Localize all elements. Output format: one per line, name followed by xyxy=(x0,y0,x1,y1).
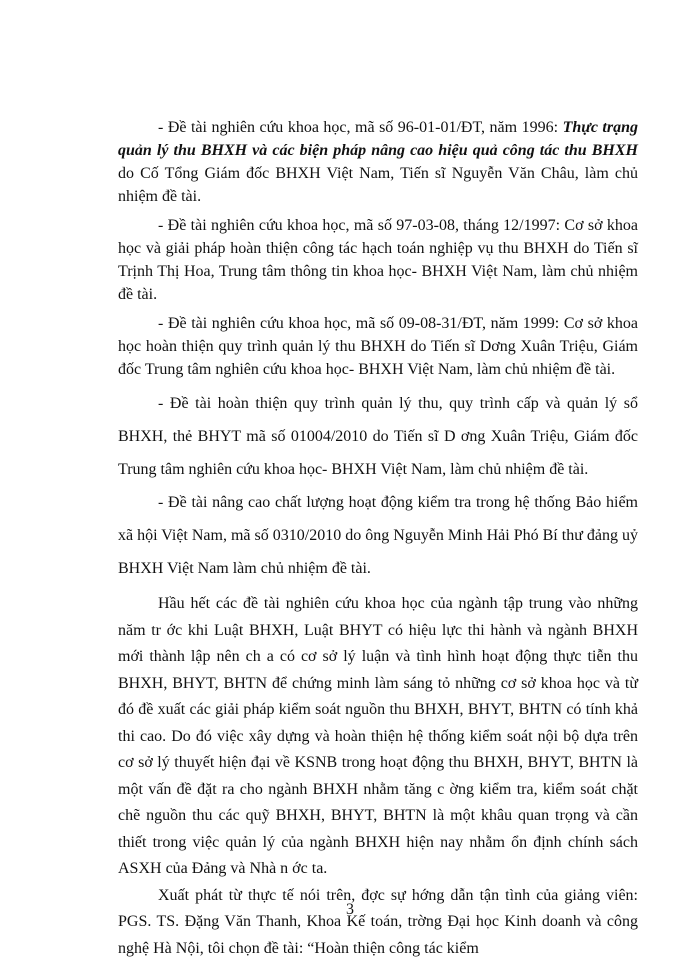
paragraph-3: - Đề tài nghiên cứu khoa học, mã số 09-08-31/ĐT, năm 1999: Cơ sở khoa học hoàn thiện quy trình quản lý thu BHXH do Tiến sĩ Dơng Xuân Triệu, Giám đốc Trung tâm nghiên cứu khoa học- BHXH Việt Nam, làm chủ nhiệm đề tài. xyxy=(118,312,638,381)
page-number: 3 xyxy=(0,898,700,921)
paragraph-2: - Đề tài nghiên cứu khoa học, mã số 97-03-08, tháng 12/1997: Cơ sở khoa học và giải pháp hoàn thiện công tác hạch toán nghiệp vụ thu BHXH do Tiến sĩ Trịnh Thị Hoa, Trung tâm thông tin khoa học- BHXH Việt Nam, làm chủ nhiệm đề tài. xyxy=(118,214,638,306)
paragraph-1-tail: do Cố Tổng Giám đốc BHXH Việt Nam, Tiến sĩ Nguyễn Văn Châu, làm chủ nhiệm đề tài. xyxy=(118,165,638,205)
paragraph-1-lead: - Đề tài nghiên cứu khoa học, mã số 96-01-01/ĐT, năm 1996: xyxy=(158,119,563,136)
paragraph-5: - Đề tài nâng cao chất lượng hoạt động kiểm tra trong hệ thống Bảo hiểm xã hội Việt Nam, mã số 0310/2010 do ông Nguyễn Minh Hải Phó Bí thư đảng uỷ BHXH Việt Nam làm chủ nhiệm đề tài. xyxy=(118,486,638,585)
paragraph-6: Hầu hết các đề tài nghiên cứu khoa học của ngành tập trung vào những năm tr ớc khi Luật BHXH, Luật BHYT có hiệu lực thi hành và ngành BHXH mới thành lập nên ch a có cơ sở lý luận và tình hình hoạt động thực tiễn thu BHXH, BHYT, BHTN để chứng minh làm sáng tỏ những cơ sở khoa học và từ đó đề xuất các giải pháp kiểm soát nguồn thu BHXH, BHYT, BHTN có tính khả thi cao. Do đó việc xây dựng và hoàn thiện hệ thống kiểm soát nội bộ dựa trên cơ sở lý thuyết hiện đại về KSNB trong hoạt động thu BHXH, BHYT, BHTN là một vấn đề đặt ra cho ngành BHXH nhằm tăng c ờng kiểm tra, kiểm soát chặt chẽ nguồn thu các quỹ BHXH, BHYT, BHTN là một khâu quan trọng và cần thiết trong việc quản lý của ngành BHXH hiện nay nhằm ổn định chính sách ASXH của Đảng và Nhà n ớc ta. xyxy=(118,591,638,883)
body-text xyxy=(118,116,638,962)
paragraph-7: Xuất phát từ thực tế nói trên, đợc sự hớng dẫn tận tình của giảng viên: PGS. TS. Đặng Văn Thanh, Khoa Kế toán, trờng Đại học Kinh doanh và công nghệ Hà Nội, tôi chọn đề tài: “Hoàn thiện công tác kiểm xyxy=(118,883,638,962)
paragraph-4: - Đề tài hoàn thiện quy trình quản lý thu, quy trình cấp và quản lý sổ BHXH, thẻ BHYT mã số 01004/2010 do Tiến sĩ D ơng Xuân Triệu, Giám đốc Trung tâm nghiên cứu khoa học- BHXH Việt Nam, làm chủ nhiệm đề tài. xyxy=(118,387,638,486)
paragraph-1-title: Thực trạng quản lý thu BHXH và các biện pháp nâng cao hiệu quả công tác thu BHXH xyxy=(118,119,638,159)
paragraph-1 xyxy=(118,116,638,208)
